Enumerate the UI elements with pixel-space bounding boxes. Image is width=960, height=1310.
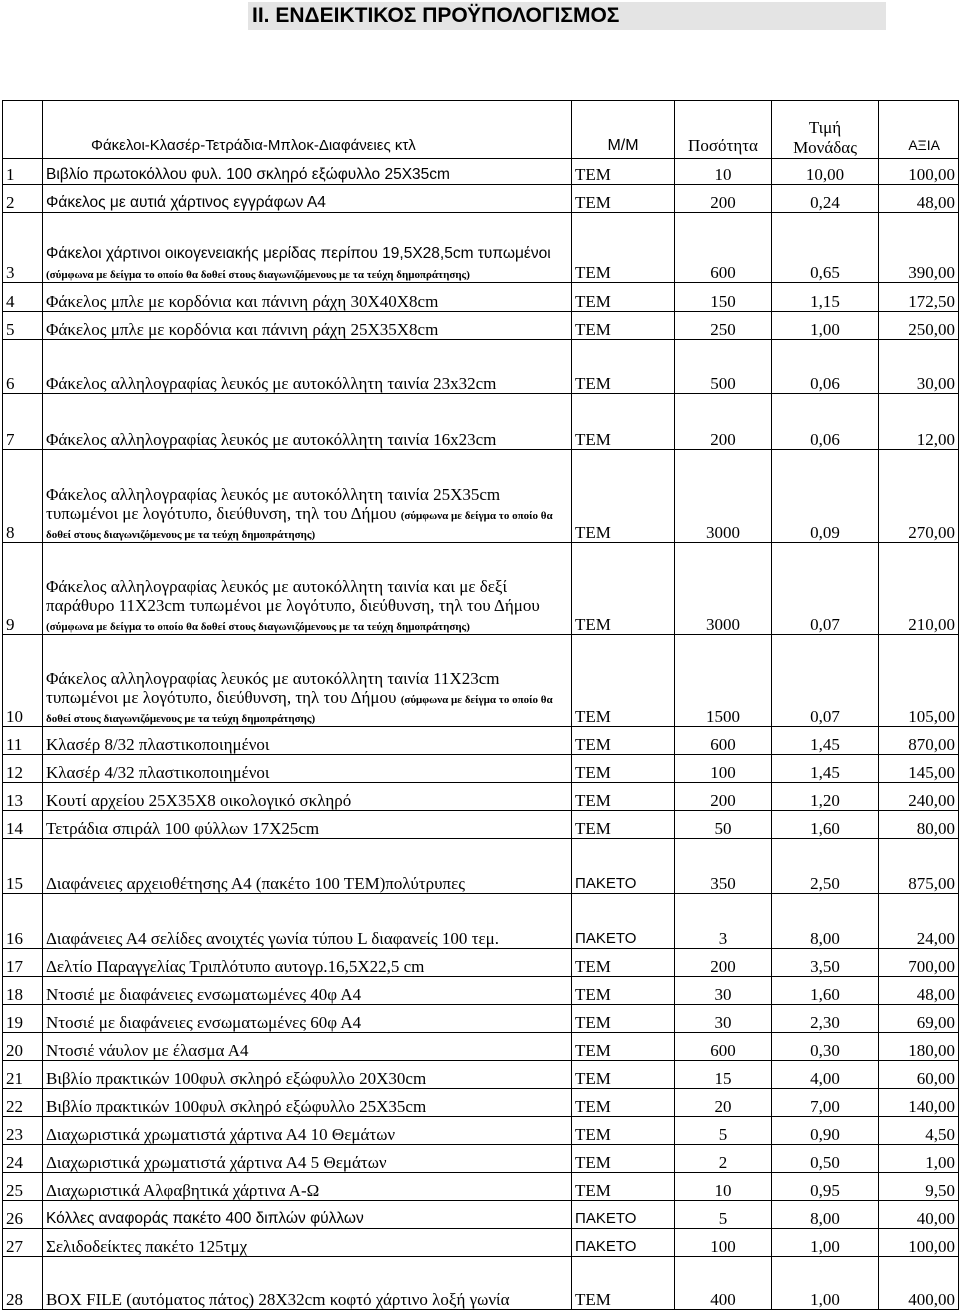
row-description — [43, 1257, 572, 1310]
row-description — [43, 1229, 572, 1257]
row-unit: ΠΑΚΕΤΟ — [572, 839, 675, 894]
row-quantity: 600 — [675, 727, 772, 755]
row-description-text: Σελιδοδείκτες πακέτο 125τμχ — [46, 1237, 248, 1256]
table-row — [3, 1145, 959, 1173]
row-number: 7 — [3, 394, 43, 450]
table-row — [3, 894, 959, 949]
row-quantity: 400 — [675, 1257, 772, 1310]
row-unit: ΤΕΜ — [572, 727, 675, 755]
row-unit-price: 1,60 — [772, 977, 879, 1005]
row-value: 48,00 — [879, 977, 959, 1005]
row-description-text: Φάκελος με αυτιά χάρτινος εγγράφων Α4 — [46, 194, 326, 211]
row-description — [43, 635, 572, 727]
row-number: 4 — [3, 283, 43, 312]
row-description-text: Διαχωριστικά Αλφαβητικά χάρτινα Α-Ω — [46, 1181, 320, 1200]
row-unit: ΤΕΜ — [572, 755, 675, 783]
page-title: ΙΙ. ΕΝΔΕΙΚΤΙΚΟΣ ΠΡΟΫΠΟΛΟΓΙΣΜΟΣ — [248, 2, 886, 30]
row-quantity: 5 — [675, 1117, 772, 1145]
row-number: 16 — [3, 894, 43, 949]
row-quantity: 350 — [675, 839, 772, 894]
row-number: 10 — [3, 635, 43, 727]
row-description — [43, 1061, 572, 1089]
table-row — [3, 1005, 959, 1033]
row-unit-price: 7,00 — [772, 1089, 879, 1117]
table-row — [3, 312, 959, 340]
row-value: 240,00 — [879, 783, 959, 811]
table-row — [3, 977, 959, 1005]
row-description — [43, 450, 572, 543]
row-unit: ΤΕΜ — [572, 213, 675, 283]
row-description — [43, 213, 572, 283]
row-unit: ΤΕΜ — [572, 394, 675, 450]
row-description — [43, 755, 572, 783]
row-description — [43, 811, 572, 839]
row-description-text: BOX FILE (αυτόματος πάτος) 28Χ32cm κοφτό χάρτινο λοξή γωνία — [46, 1290, 510, 1309]
row-value: 700,00 — [879, 949, 959, 977]
row-unit: ΤΕΜ — [572, 1257, 675, 1310]
row-number: 1 — [3, 159, 43, 185]
row-description-text: Βιβλίο πρωτοκόλλου φυλ. 100 σκληρό εξώφυλλο 25Χ35cm — [46, 166, 450, 183]
row-quantity: 50 — [675, 811, 772, 839]
row-quantity: 5 — [675, 1201, 772, 1229]
row-unit: ΤΕΜ — [572, 1061, 675, 1089]
row-description-note: (σύμφωνα με δείγμα το οποίο θα δοθεί στους διαγωνιζόμενους με τα τεύχη δημοπράτησης) — [46, 510, 553, 541]
row-description — [43, 894, 572, 949]
budget-table-body — [3, 101, 959, 1310]
row-description — [43, 839, 572, 894]
table-row — [3, 159, 959, 185]
row-description-text: Κλασέρ 4/32 πλαστικοποιημένοι — [46, 763, 270, 782]
row-unit: ΠΑΚΕΤΟ — [572, 894, 675, 949]
table-row — [3, 1257, 959, 1310]
row-description-text: Τετράδια σπιράλ 100 φύλλων 17Χ25cm — [46, 819, 320, 838]
row-value: 60,00 — [879, 1061, 959, 1089]
row-number: 6 — [3, 340, 43, 394]
row-unit-price: 0,07 — [772, 635, 879, 727]
row-number: 28 — [3, 1257, 43, 1310]
row-description — [43, 949, 572, 977]
row-quantity: 200 — [675, 394, 772, 450]
row-unit-price: 0,07 — [772, 543, 879, 635]
row-description — [43, 1089, 572, 1117]
row-description-text: Διαχωριστικά χρωματιστά χάρτινα Α4 5 Θεμάτων — [46, 1153, 387, 1172]
row-value: 250,00 — [879, 312, 959, 340]
row-value: 172,50 — [879, 283, 959, 312]
row-quantity: 500 — [675, 340, 772, 394]
row-description — [43, 1117, 572, 1145]
row-unit: ΠΑΚΕΤΟ — [572, 1229, 675, 1257]
row-description — [43, 312, 572, 340]
row-unit-price: 0,06 — [772, 340, 879, 394]
row-number: 11 — [3, 727, 43, 755]
row-description-text: Ντοσιέ νάυλον με έλασμα Α4 — [46, 1041, 249, 1060]
row-quantity: 1500 — [675, 635, 772, 727]
table-row — [3, 949, 959, 977]
row-unit-price: 4,00 — [772, 1061, 879, 1089]
row-description — [43, 783, 572, 811]
row-unit: ΤΕΜ — [572, 312, 675, 340]
row-unit-price: 1,00 — [772, 1229, 879, 1257]
row-value: 4,50 — [879, 1117, 959, 1145]
row-unit: ΤΕΜ — [572, 811, 675, 839]
row-description-text: Διαφάνειες αρχειοθέτησης Α4 (πακέτο 100 ΤΕΜ)πολύτρυπες — [46, 874, 465, 893]
row-quantity: 250 — [675, 312, 772, 340]
row-unit: ΤΕΜ — [572, 1173, 675, 1201]
row-value: 100,00 — [879, 159, 959, 185]
table-row — [3, 1229, 959, 1257]
row-quantity: 600 — [675, 213, 772, 283]
row-number: 2 — [3, 185, 43, 213]
table-row — [3, 283, 959, 312]
row-number: 14 — [3, 811, 43, 839]
table-row — [3, 1089, 959, 1117]
row-unit-price: 2,50 — [772, 839, 879, 894]
row-value: 12,00 — [879, 394, 959, 450]
table-row — [3, 811, 959, 839]
row-number: 13 — [3, 783, 43, 811]
row-value: 40,00 — [879, 1201, 959, 1229]
row-description — [43, 1173, 572, 1201]
table-row — [3, 213, 959, 283]
row-description-text: Βιβλίο πρακτικών 100φυλ σκληρό εξώφυλλο 20Χ30cm — [46, 1069, 427, 1088]
row-description — [43, 185, 572, 213]
table-row — [3, 755, 959, 783]
row-value: 100,00 — [879, 1229, 959, 1257]
row-quantity: 100 — [675, 755, 772, 783]
row-unit-price: 10,00 — [772, 159, 879, 185]
row-value: 69,00 — [879, 1005, 959, 1033]
row-description-text: Βιβλίο πρακτικών 100φυλ σκληρό εξώφυλλο 25Χ35cm — [46, 1097, 427, 1116]
row-value: 870,00 — [879, 727, 959, 755]
table-row — [3, 1061, 959, 1089]
row-unit-price: 1,45 — [772, 755, 879, 783]
row-unit: ΤΕΜ — [572, 1117, 675, 1145]
row-unit-price: 1,00 — [772, 1257, 879, 1310]
row-value: 180,00 — [879, 1033, 959, 1061]
row-unit-price: 0,09 — [772, 450, 879, 543]
row-quantity: 30 — [675, 1005, 772, 1033]
row-description-text: Φάκελος μπλε με κορδόνια και πάνινη ράχη 30Χ40Χ8cm — [46, 292, 439, 311]
row-description-text: Φάκελος αλληλογραφίας λευκός με αυτοκόλλητη ταινία 23x32cm — [46, 374, 497, 393]
row-unit-price: 0,50 — [772, 1145, 879, 1173]
row-description-text: Φάκελος αλληλογραφίας λευκός με αυτοκόλλητη ταινία 11Χ23cm τυπωμένοι με λογότυπο, διεύθυνση, τηλ του Δήμου — [46, 669, 500, 707]
row-unit: ΤΕΜ — [572, 185, 675, 213]
table-row — [3, 450, 959, 543]
row-unit-price: 0,24 — [772, 185, 879, 213]
row-unit-price: 0,65 — [772, 213, 879, 283]
row-value: 270,00 — [879, 450, 959, 543]
row-value: 210,00 — [879, 543, 959, 635]
row-unit: ΤΕΜ — [572, 450, 675, 543]
row-value: 145,00 — [879, 755, 959, 783]
row-description — [43, 1005, 572, 1033]
table-row — [3, 394, 959, 450]
row-unit: ΤΕΜ — [572, 1005, 675, 1033]
row-unit: ΤΕΜ — [572, 783, 675, 811]
row-description-text: Φάκελος αλληλογραφίας λευκός με αυτοκόλλητη ταινία 25Χ35cm τυπωμένοι με λογότυπο, διεύθυνση, τηλ του Δήμου — [46, 485, 501, 523]
row-unit: ΤΕΜ — [572, 1033, 675, 1061]
row-quantity: 2 — [675, 1145, 772, 1173]
row-description-text: Κόλλες αναφοράς πακέτο 400 διπλών φύλλων — [46, 1210, 364, 1227]
row-unit-price: 0,06 — [772, 394, 879, 450]
row-description — [43, 977, 572, 1005]
row-quantity: 3 — [675, 894, 772, 949]
row-description-text: Κλασέρ 8/32 πλαστικοποιημένοι — [46, 735, 270, 754]
row-value: 140,00 — [879, 1089, 959, 1117]
row-unit-price: 3,50 — [772, 949, 879, 977]
header-number — [3, 101, 43, 159]
row-unit-price: 1,45 — [772, 727, 879, 755]
row-unit: ΤΕΜ — [572, 543, 675, 635]
row-description — [43, 727, 572, 755]
row-description — [43, 1201, 572, 1229]
header-quantity: Ποσότητα — [675, 101, 772, 159]
row-number: 19 — [3, 1005, 43, 1033]
row-quantity: 10 — [675, 1173, 772, 1201]
table-row — [3, 1201, 959, 1229]
row-unit: ΤΕΜ — [572, 1145, 675, 1173]
table-row — [3, 1033, 959, 1061]
row-unit: ΤΕΜ — [572, 1089, 675, 1117]
row-number: 12 — [3, 755, 43, 783]
header-unit: Μ/Μ — [572, 101, 675, 159]
row-description-text: Ντοσιέ με διαφάνειες ενσωματωμένες 40φ Α4 — [46, 985, 362, 1004]
row-unit-price: 8,00 — [772, 1201, 879, 1229]
row-quantity: 600 — [675, 1033, 772, 1061]
row-value: 400,00 — [879, 1257, 959, 1310]
row-unit: ΤΕΜ — [572, 977, 675, 1005]
row-quantity: 10 — [675, 159, 772, 185]
row-description-text: Φάκελος μπλε με κορδόνια και πάνινη ράχη 25Χ35Χ8cm — [46, 320, 439, 339]
row-number: 24 — [3, 1145, 43, 1173]
row-quantity: 150 — [675, 283, 772, 312]
row-number: 18 — [3, 977, 43, 1005]
row-description — [43, 159, 572, 185]
row-unit: ΤΕΜ — [572, 949, 675, 977]
row-unit-price: 1,60 — [772, 811, 879, 839]
row-number: 23 — [3, 1117, 43, 1145]
table-row — [3, 635, 959, 727]
row-number: 21 — [3, 1061, 43, 1089]
row-number: 3 — [3, 213, 43, 283]
row-description-text: Φάκελος αλληλογραφίας λευκός με αυτοκόλλητη ταινία 16x23cm — [46, 430, 497, 449]
row-quantity: 200 — [675, 783, 772, 811]
table-row — [3, 340, 959, 394]
row-value: 9,50 — [879, 1173, 959, 1201]
row-description-text: Διαχωριστικά χρωματιστά χάρτινα Α4 10 Θεμάτων — [46, 1125, 396, 1144]
row-value: 80,00 — [879, 811, 959, 839]
row-description-note: (σύμφωνα με δείγμα το οποίο θα δοθεί στους διαγωνιζόμενους με τα τεύχη δημοπράτησης) — [46, 621, 470, 633]
row-unit-price: 8,00 — [772, 894, 879, 949]
row-unit: ΤΕΜ — [572, 340, 675, 394]
row-number: 5 — [3, 312, 43, 340]
row-unit: ΤΕΜ — [572, 283, 675, 312]
row-description — [43, 1033, 572, 1061]
row-unit-price: 1,20 — [772, 783, 879, 811]
row-quantity: 200 — [675, 949, 772, 977]
row-value: 48,00 — [879, 185, 959, 213]
row-description-text: Δελτίο Παραγγελίας Τριπλότυπο αυτογρ.16,5Χ22,5 cm — [46, 957, 425, 976]
row-description-text: Κουτί αρχείου 25Χ35Χ8 οικολογικό σκληρό — [46, 791, 352, 810]
row-description-note: (σύμφωνα με δείγμα το οποίο θα δοθεί στους διαγωνιζόμενους με τα τεύχη δημοπράτησης) — [46, 694, 553, 725]
row-number: 17 — [3, 949, 43, 977]
row-quantity: 3000 — [675, 450, 772, 543]
budget-table — [2, 100, 959, 1310]
row-quantity: 20 — [675, 1089, 772, 1117]
table-row — [3, 1117, 959, 1145]
row-value: 1,00 — [879, 1145, 959, 1173]
row-description — [43, 394, 572, 450]
row-number: 20 — [3, 1033, 43, 1061]
row-description-note: (σύμφωνα με δείγμα το οποίο θα δοθεί στους διαγωνιζόμενους με τα τεύχη δημοπράτησης) — [46, 269, 470, 281]
row-unit: ΤΕΜ — [572, 159, 675, 185]
row-number: 8 — [3, 450, 43, 543]
row-description — [43, 283, 572, 312]
row-number: 27 — [3, 1229, 43, 1257]
row-description-text: Διαφάνειες Α4 σελίδες ανοιχτές γωνία τύπου L διαφανείς 100 τεμ. — [46, 929, 499, 948]
row-quantity: 15 — [675, 1061, 772, 1089]
table-row — [3, 783, 959, 811]
row-value: 24,00 — [879, 894, 959, 949]
header-unit-price: Τιμή Μονάδας — [772, 101, 879, 159]
table-row — [3, 1173, 959, 1201]
row-value: 875,00 — [879, 839, 959, 894]
header-description: Φάκελοι-Κλασέρ-Τετράδια-Μπλοκ-Διαφάνειες κτλ — [43, 101, 572, 159]
table-row — [3, 727, 959, 755]
header-value: ΑΞΙΑ — [879, 101, 959, 159]
row-description-text: Ντοσιέ με διαφάνειες ενσωματωμένες 60φ Α4 — [46, 1013, 362, 1032]
row-unit-price: 1,15 — [772, 283, 879, 312]
row-number: 26 — [3, 1201, 43, 1229]
row-number: 22 — [3, 1089, 43, 1117]
row-number: 9 — [3, 543, 43, 635]
row-quantity: 100 — [675, 1229, 772, 1257]
table-row — [3, 839, 959, 894]
row-quantity: 200 — [675, 185, 772, 213]
row-description — [43, 1145, 572, 1173]
row-unit-price: 2,30 — [772, 1005, 879, 1033]
row-unit: ΤΕΜ — [572, 635, 675, 727]
table-row — [3, 185, 959, 213]
row-value: 390,00 — [879, 213, 959, 283]
row-description — [43, 543, 572, 635]
row-value: 105,00 — [879, 635, 959, 727]
row-number: 25 — [3, 1173, 43, 1201]
row-value: 30,00 — [879, 340, 959, 394]
row-unit-price: 0,30 — [772, 1033, 879, 1061]
row-number: 15 — [3, 839, 43, 894]
row-unit: ΠΑΚΕΤΟ — [572, 1201, 675, 1229]
row-description-text: Φάκελος αλληλογραφίας λευκός με αυτοκόλλητη ταινία και με δεξί παράθυρο 11Χ23cm τυπωμένοι με λογότυπο, διεύθυνση, τηλ του Δήμου — [46, 577, 540, 615]
row-unit-price: 0,95 — [772, 1173, 879, 1201]
row-quantity: 30 — [675, 977, 772, 1005]
row-description — [43, 340, 572, 394]
row-unit-price: 0,90 — [772, 1117, 879, 1145]
table-row — [3, 543, 959, 635]
row-unit-price: 1,00 — [772, 312, 879, 340]
row-description-text: Φάκελοι χάρτινοι οικογενειακής μερίδας περίπου 19,5Χ28,5cm τυπωμένοι — [46, 245, 551, 262]
row-quantity: 3000 — [675, 543, 772, 635]
table-header-row — [3, 101, 959, 159]
